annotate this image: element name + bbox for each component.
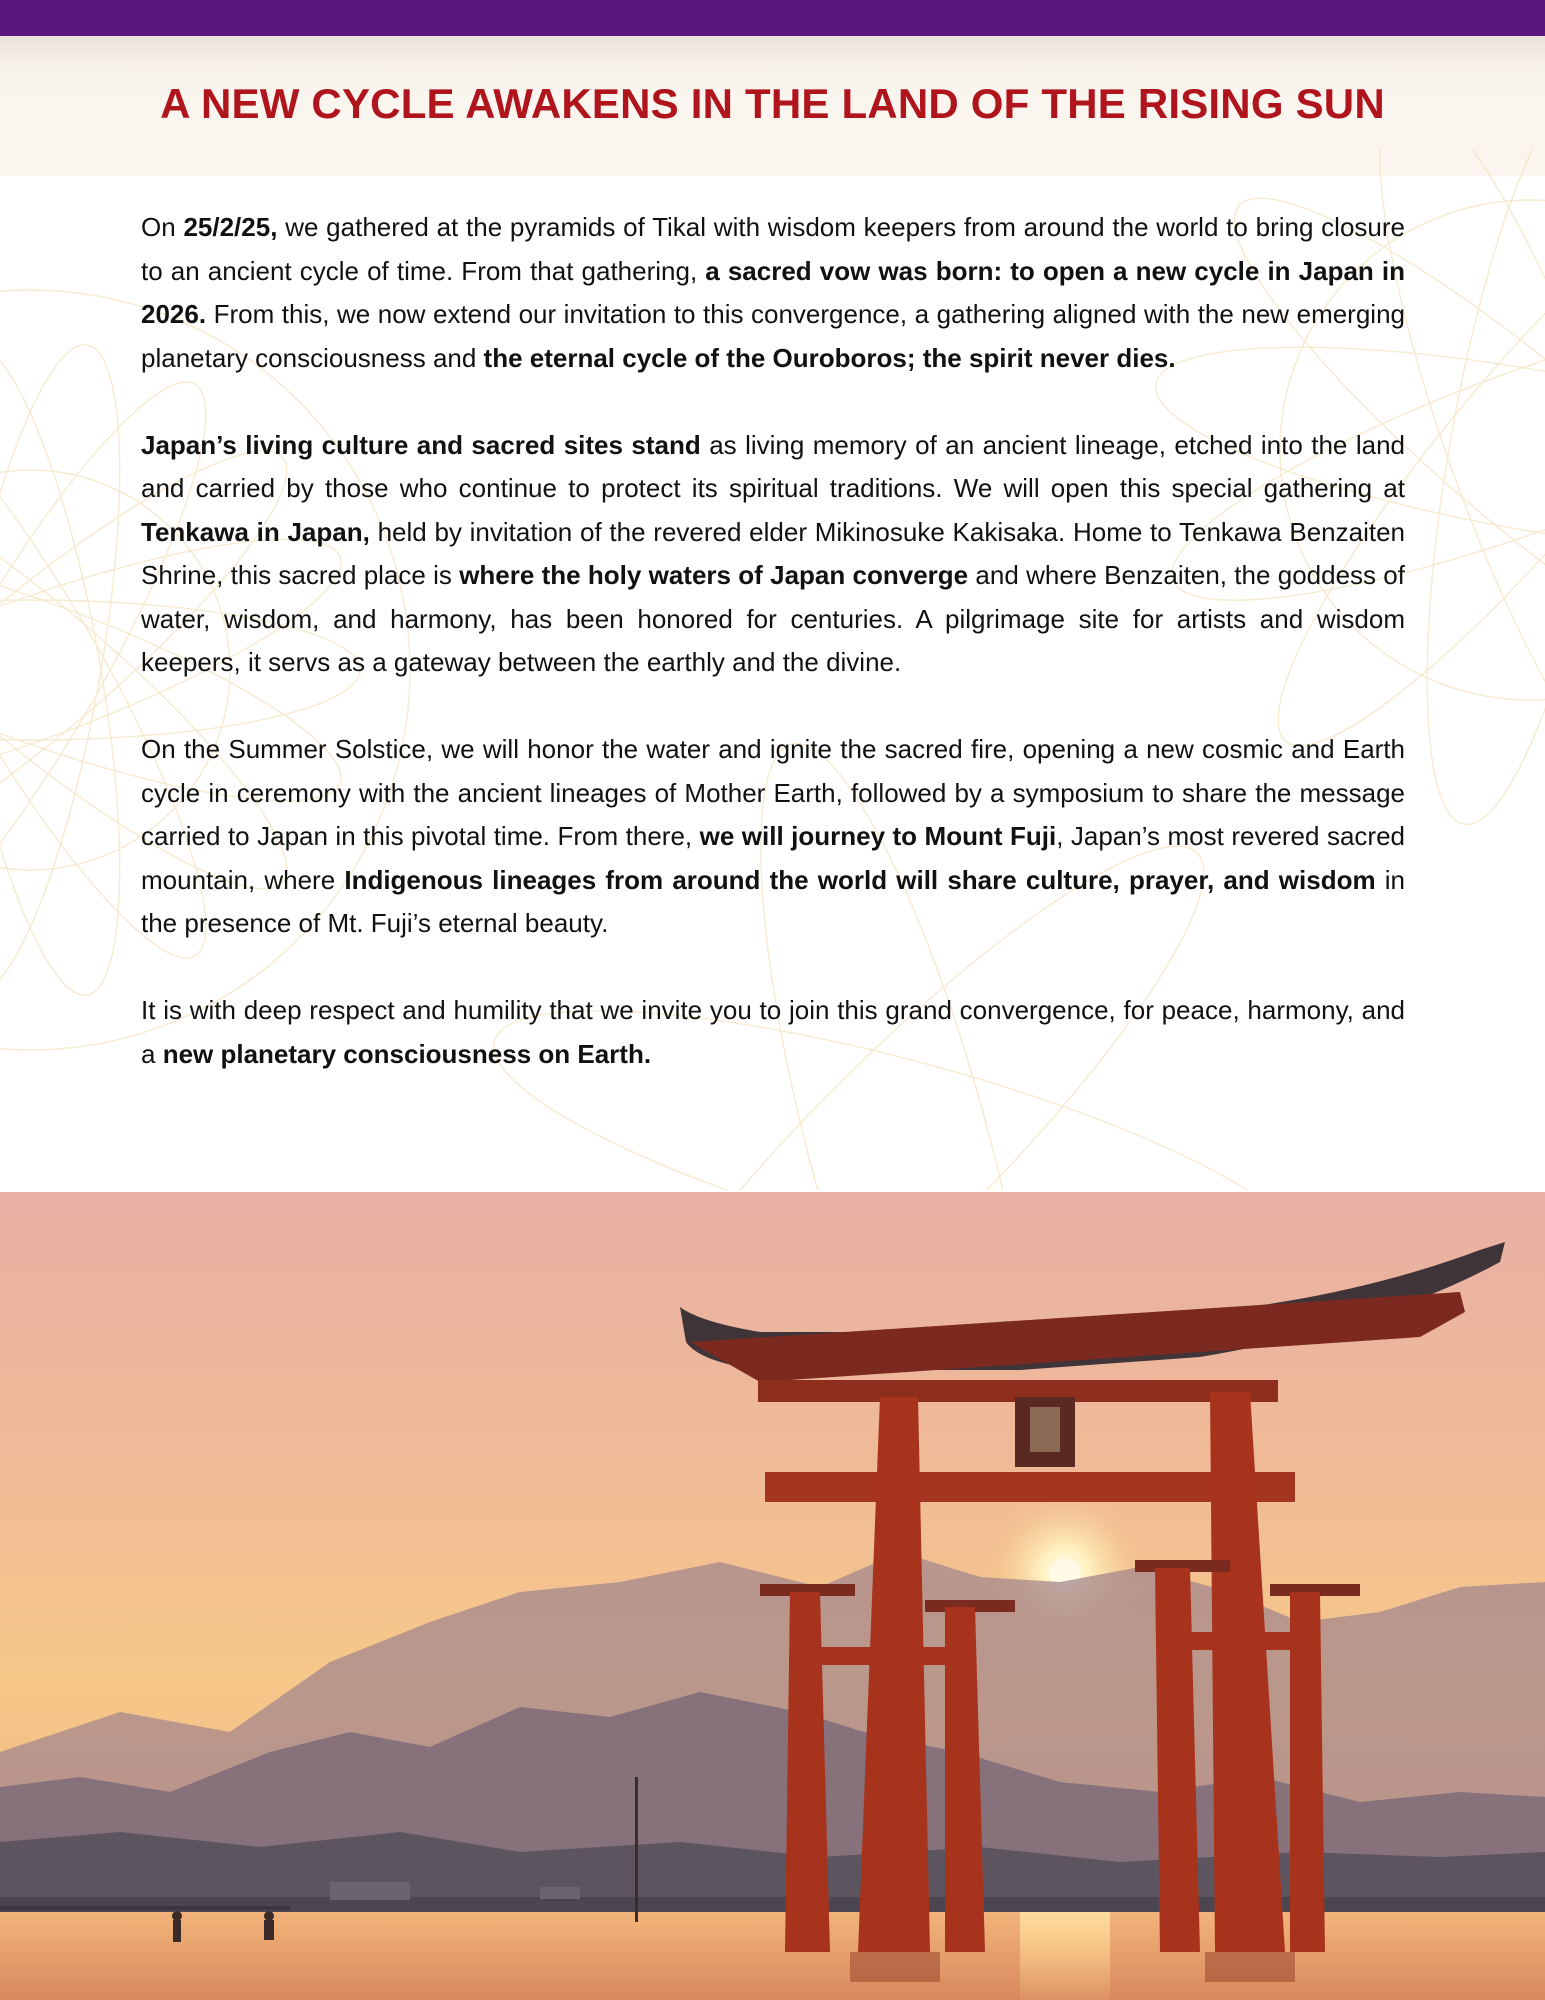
paragraph-text: and where Benzaiten, the goddess of water, wisdom, and harmony, has been honored for centuries. A pilgrimage site for artists and wisdom keepers, it servs as a gateway between the earthly and the divine.	[141, 560, 1405, 677]
paragraph-text: From this, we now extend our invitation to this convergence, a gathering aligned with the new emerging planetary consciousness and	[141, 299, 1405, 373]
emphasis-text: new planetary consciousness on Earth.	[162, 1038, 652, 1069]
body-paragraph-1	[141, 206, 1405, 380]
emphasis-text: Indigenous lineages from around the world will share culture, prayer, and wisdom	[344, 864, 1376, 895]
emphasis-text: we will journey to Mount Fuji	[699, 821, 1057, 851]
emphasis-text: the eternal cycle of the Ouroboros; the spirit never dies.	[483, 342, 1176, 373]
paragraph-text: as living memory of an ancient lineage, etched into the land and carried by those who continue to protect its spiritual traditions. We will open this special gathering at	[141, 429, 1405, 503]
body-paragraph-2	[141, 424, 1405, 685]
body-paragraph-4	[141, 989, 1405, 1076]
paragraph-text: , Japan’s most revered sacred mountain, where	[141, 821, 1405, 895]
paragraph-text: in the presence of Mt. Fuji’s eternal beauty.	[141, 864, 1405, 938]
paragraph-text: held by invitation of the revered elder Mikinosuke Kakisaka. Home to Tenkawa Benzaiten Shrine, this sacred place is	[141, 516, 1405, 590]
torii-gate-sunset-photo	[0, 1192, 1545, 2000]
emphasis-text: Tenkawa in Japan,	[141, 516, 370, 547]
emphasis-text: Japan’s living culture and sacred sites stand	[141, 429, 701, 460]
emphasis-text: 25/2/25,	[183, 212, 278, 242]
body-text	[141, 206, 1405, 1076]
paragraph-text: we gathered at the pyramids of Tikal with wisdom keepers from around the world to bring closure to an ancient cycle of time. From that gathering,	[141, 212, 1405, 286]
emphasis-text: where the holy waters of Japan converge	[459, 560, 969, 590]
body-paragraph-3	[141, 728, 1405, 946]
top-accent-bar	[0, 0, 1545, 36]
paragraph-text: On the Summer Solstice, we will honor the water and ignite the sacred fire, opening a new cosmic and Earth cycle in ceremony with the ancient lineages of Mother Earth, followed by a symposium to share the message carried to Japan in this pivotal time. From there,	[141, 734, 1405, 851]
emphasis-text: a sacred vow was born: to open a new cycle in Japan in 2026.	[141, 255, 1406, 329]
paragraph-text: On	[141, 212, 184, 242]
page-title: A NEW CYCLE AWAKENS IN THE LAND OF THE RISING SUN	[160, 80, 1385, 127]
paragraph-text: It is with deep respect and humility that we invite you to join this grand convergence, for peace, harmony, and a	[141, 995, 1405, 1069]
